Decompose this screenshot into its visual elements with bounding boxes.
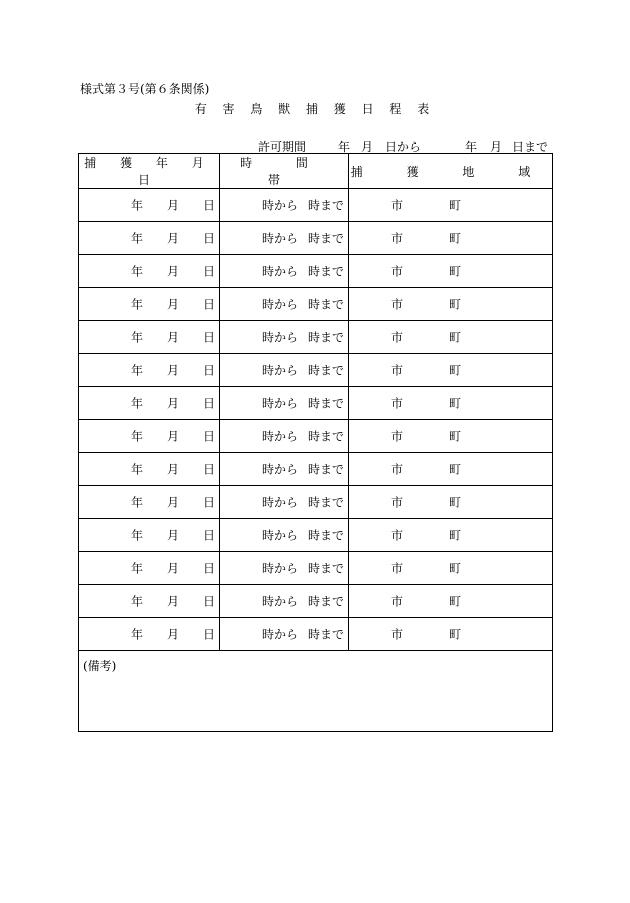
document-title: 有 害 鳥 獣 捕 獲 日 程 表 (194, 102, 436, 116)
time-from-label: 時から (262, 330, 299, 345)
area-cell[interactable] (349, 354, 553, 387)
time-from-label: 時から (262, 264, 299, 279)
date-cell[interactable] (79, 420, 220, 453)
area-cell[interactable] (349, 288, 553, 321)
time-from-label: 時から (262, 363, 299, 378)
permit-to-day: 日まで (512, 140, 549, 154)
table-row (79, 354, 553, 387)
permit-to-year: 年 (465, 140, 478, 154)
city-label: 市 (391, 561, 404, 576)
header-capture-date: 捕 獲 年 月 日 (79, 154, 220, 189)
day-label: 日 (203, 396, 216, 411)
remarks-cell[interactable] (79, 651, 553, 732)
table-row (79, 453, 553, 486)
month-label: 月 (167, 627, 180, 642)
table-row (79, 618, 553, 651)
town-label: 町 (449, 264, 462, 279)
form-number: 様式第３号(第６条関係) (80, 82, 210, 96)
time-to-label: 時まで (308, 264, 345, 279)
time-to-label: 時まで (308, 198, 345, 213)
time-cell[interactable] (220, 387, 349, 420)
date-cell[interactable] (79, 387, 220, 420)
month-label: 月 (167, 297, 180, 312)
time-from-label: 時から (262, 297, 299, 312)
town-label: 町 (449, 363, 462, 378)
time-from-label: 時から (262, 627, 299, 642)
date-cell[interactable] (79, 486, 220, 519)
city-label: 市 (391, 231, 404, 246)
year-label: 年 (131, 297, 144, 312)
header-time-slot: 時 間 帯 (220, 154, 349, 189)
area-cell[interactable] (349, 618, 553, 651)
day-label: 日 (203, 462, 216, 477)
town-label: 町 (449, 627, 462, 642)
city-label: 市 (391, 462, 404, 477)
year-label: 年 (131, 627, 144, 642)
area-cell[interactable] (349, 255, 553, 288)
permit-to-month: 月 (490, 140, 503, 154)
town-label: 町 (449, 528, 462, 543)
month-label: 月 (167, 198, 180, 213)
month-label: 月 (167, 462, 180, 477)
area-cell[interactable] (349, 420, 553, 453)
time-to-label: 時まで (308, 330, 345, 345)
time-to-label: 時まで (308, 297, 345, 312)
table-row (79, 486, 553, 519)
town-label: 町 (449, 429, 462, 444)
time-from-label: 時から (262, 561, 299, 576)
month-label: 月 (167, 264, 180, 279)
year-label: 年 (131, 528, 144, 543)
city-label: 市 (391, 528, 404, 543)
date-cell[interactable] (79, 189, 220, 222)
time-to-label: 時まで (308, 363, 345, 378)
time-to-label: 時まで (308, 429, 345, 444)
time-from-label: 時から (262, 495, 299, 510)
day-label: 日 (203, 198, 216, 213)
permit-period (240, 138, 550, 154)
date-cell[interactable] (79, 288, 220, 321)
time-cell[interactable] (220, 453, 349, 486)
month-label: 月 (167, 495, 180, 510)
day-label: 日 (203, 495, 216, 510)
time-from-label: 時から (262, 528, 299, 543)
month-label: 月 (167, 528, 180, 543)
day-label: 日 (203, 231, 216, 246)
time-to-label: 時まで (308, 231, 345, 246)
date-cell[interactable] (79, 354, 220, 387)
time-to-label: 時まで (308, 594, 345, 609)
permit-period-label: 許可期間 (258, 140, 307, 154)
month-label: 月 (167, 363, 180, 378)
table-row (79, 420, 553, 453)
remarks-label: (備考) (83, 659, 117, 673)
area-cell[interactable] (349, 519, 553, 552)
town-label: 町 (449, 198, 462, 213)
table-row (79, 255, 553, 288)
city-label: 市 (391, 264, 404, 279)
time-cell[interactable] (220, 519, 349, 552)
day-label: 日 (203, 297, 216, 312)
time-from-label: 時から (262, 231, 299, 246)
time-cell[interactable] (220, 486, 349, 519)
area-cell[interactable] (349, 585, 553, 618)
date-cell[interactable] (79, 321, 220, 354)
time-from-label: 時から (262, 396, 299, 411)
time-from-label: 時から (262, 429, 299, 444)
time-cell[interactable] (220, 552, 349, 585)
time-cell[interactable] (220, 420, 349, 453)
table-row (79, 585, 553, 618)
year-label: 年 (131, 429, 144, 444)
town-label: 町 (449, 495, 462, 510)
remarks-row (79, 651, 553, 732)
town-label: 町 (449, 594, 462, 609)
year-label: 年 (131, 231, 144, 246)
header-capture-area: 捕 獲 地 域 (349, 154, 553, 189)
year-label: 年 (131, 396, 144, 411)
table-row (79, 222, 553, 255)
day-label: 日 (203, 429, 216, 444)
month-label: 月 (167, 561, 180, 576)
time-from-label: 時から (262, 462, 299, 477)
table-row (79, 288, 553, 321)
year-label: 年 (131, 264, 144, 279)
month-label: 月 (167, 330, 180, 345)
time-to-label: 時まで (308, 462, 345, 477)
date-cell[interactable] (79, 519, 220, 552)
date-cell[interactable] (79, 552, 220, 585)
city-label: 市 (391, 429, 404, 444)
town-label: 町 (449, 462, 462, 477)
table-row (79, 387, 553, 420)
date-cell[interactable] (79, 618, 220, 651)
day-label: 日 (203, 627, 216, 642)
city-label: 市 (391, 396, 404, 411)
city-label: 市 (391, 330, 404, 345)
day-label: 日 (203, 528, 216, 543)
year-label: 年 (131, 495, 144, 510)
city-label: 市 (391, 198, 404, 213)
month-label: 月 (167, 594, 180, 609)
table-header-row (79, 154, 553, 189)
table-row (79, 552, 553, 585)
time-cell[interactable] (220, 189, 349, 222)
city-label: 市 (391, 594, 404, 609)
city-label: 市 (391, 297, 404, 312)
area-cell[interactable] (349, 222, 553, 255)
year-label: 年 (131, 561, 144, 576)
area-cell[interactable] (349, 552, 553, 585)
day-label: 日 (203, 264, 216, 279)
permit-from-day: 日から (385, 140, 422, 154)
time-cell[interactable] (220, 354, 349, 387)
day-label: 日 (203, 330, 216, 345)
year-label: 年 (131, 462, 144, 477)
area-cell[interactable] (349, 387, 553, 420)
time-cell[interactable] (220, 222, 349, 255)
permit-from-month: 月 (361, 140, 374, 154)
town-label: 町 (449, 231, 462, 246)
year-label: 年 (131, 330, 144, 345)
day-label: 日 (203, 363, 216, 378)
date-cell[interactable] (79, 585, 220, 618)
month-label: 月 (167, 231, 180, 246)
town-label: 町 (449, 396, 462, 411)
permit-from-year: 年 (338, 140, 351, 154)
time-cell[interactable] (220, 288, 349, 321)
month-label: 月 (167, 429, 180, 444)
area-cell[interactable] (349, 321, 553, 354)
time-cell[interactable] (220, 255, 349, 288)
area-cell[interactable] (349, 189, 553, 222)
time-to-label: 時まで (308, 396, 345, 411)
time-to-label: 時まで (308, 528, 345, 543)
table-row (79, 189, 553, 222)
capture-schedule-table (78, 153, 553, 732)
time-cell[interactable] (220, 321, 349, 354)
time-cell[interactable] (220, 618, 349, 651)
city-label: 市 (391, 627, 404, 642)
table-row (79, 321, 553, 354)
year-label: 年 (131, 198, 144, 213)
month-label: 月 (167, 396, 180, 411)
date-cell[interactable] (79, 222, 220, 255)
city-label: 市 (391, 363, 404, 378)
day-label: 日 (203, 561, 216, 576)
time-to-label: 時まで (308, 627, 345, 642)
town-label: 町 (449, 561, 462, 576)
town-label: 町 (449, 330, 462, 345)
city-label: 市 (391, 495, 404, 510)
year-label: 年 (131, 594, 144, 609)
area-cell[interactable] (349, 453, 553, 486)
date-cell[interactable] (79, 453, 220, 486)
time-to-label: 時まで (308, 561, 345, 576)
year-label: 年 (131, 363, 144, 378)
date-cell[interactable] (79, 255, 220, 288)
table-row (79, 519, 553, 552)
day-label: 日 (203, 594, 216, 609)
time-to-label: 時まで (308, 495, 345, 510)
town-label: 町 (449, 297, 462, 312)
area-cell[interactable] (349, 486, 553, 519)
time-from-label: 時から (262, 594, 299, 609)
time-from-label: 時から (262, 198, 299, 213)
time-cell[interactable] (220, 585, 349, 618)
